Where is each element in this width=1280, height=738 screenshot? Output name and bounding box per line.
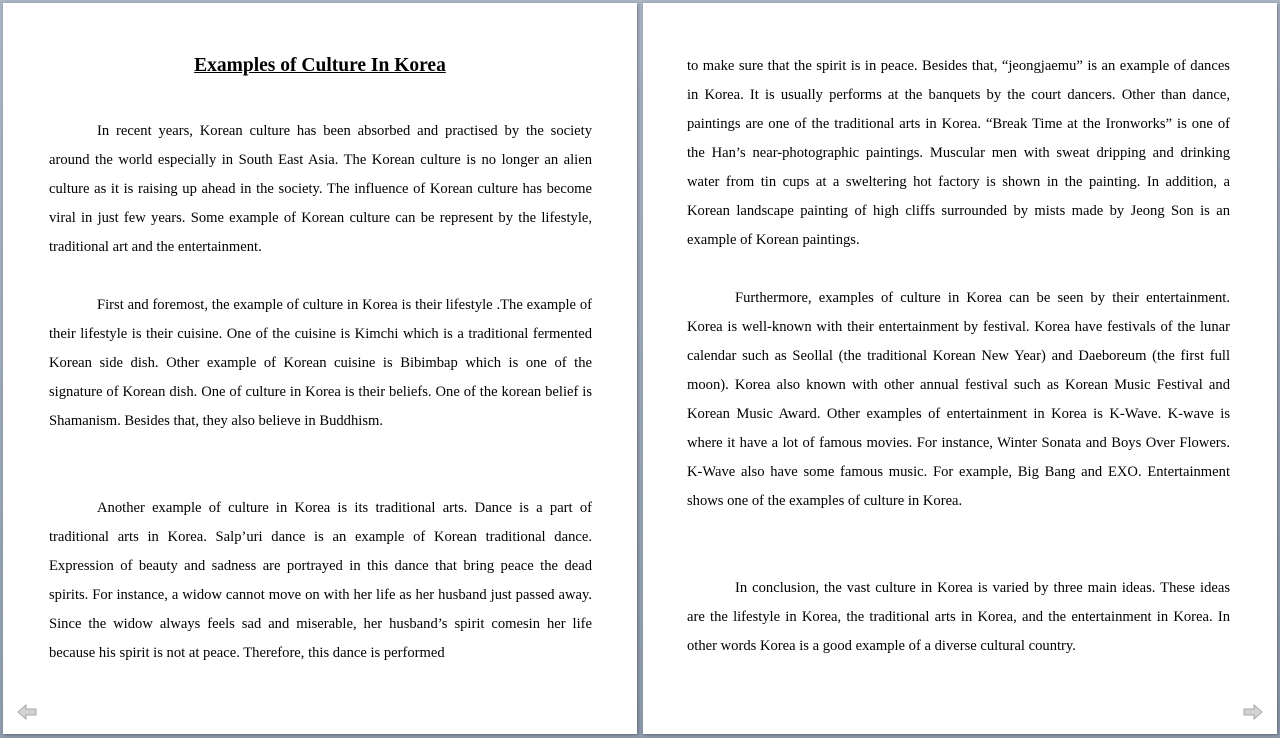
page-right [643, 3, 1277, 734]
paragraph-lifestyle: First and foremost, the example of culture in Korea is their lifestyle .The example of their lifestyle is their cuisine. One of the cuisine is Kimchi which is a traditional fermented Korean side dish. Other example of Korean cuisine is Bibimbap which is one of the signature of Korean dish. One of culture in Korea is their beliefs. One of the korean belief is Shamanism. Besides that, they also believe in Buddhism. [49, 297, 592, 429]
paragraph-entertainment: Furthermore, examples of culture in Korea can be seen by their entertainment. Korea is well-known with their entertainment by festival. Korea have festivals of the lunar calendar such as Seollal (the traditional Korean New Year) and Daeboreum (the first full moon). Korea also known with other annual festival such as Korean Music Festival and Korean Music Award. Other examples of entertainment in Korea is K-Wave. K-wave is where it have a lot of famous movies. For instance, Winter Sonata and Boys Over Flowers. K-Wave also have some famous music. For example, Big Bang and EXO. Entertainment shows one of the examples of culture in Korea. [687, 290, 1230, 509]
prev-page-button[interactable] [17, 704, 37, 720]
page-left [3, 3, 637, 734]
paragraph-arts-continued: to make sure that the spirit is in peace. Besides that, “jeongjaemu” is an example of dances in Korea. It is usually performs at the banquets by the court dancers. Other than dance, paintings are one of the traditional arts in Korea. “Break Time at the Ironworks” is one of the Han’s near-photographic paintings. Muscular men with sweat dripping and drinking water from tin cups at a sweltering hot factory is shown in the painting. In addition, a Korean landscape painting of high cliffs surrounded by mists made by Jeong Son is an example of Korean paintings. [687, 58, 1230, 248]
paragraph-traditional-arts: Another example of culture in Korea is its traditional arts. Dance is a part of traditional arts in Korea. Salp’uri dance is an example of Korean traditional dance. Expression of beauty and sadness are portrayed in this dance that bring peace the dead spirits. For instance, a widow cannot move on with her life as her husband just passed away. Since the widow always feels sad and miserable, her husband’s spirit comesin her life because his spirit is not at peace. Therefore, this dance is performed [49, 500, 592, 661]
paragraph-intro: In recent years, Korean culture has been absorbed and practised by the society around the world especially in South East Asia. The Korean culture is no longer an alien culture as it is raising up ahead in the society. The influence of Korean culture has become viral in just few years. Some example of Korean culture can be represent by the lifestyle, traditional art and the entertainment. [49, 123, 592, 255]
arrow-right-icon [1243, 704, 1263, 720]
document-title: Examples of Culture In Korea [194, 55, 446, 76]
paragraph-conclusion: In conclusion, the vast culture in Korea is varied by three main ideas. These ideas are the lifestyle in Korea, the traditional arts in Korea, and the entertainment in Korea. In other words Korea is a good example of a diverse cultural country. [687, 580, 1230, 654]
next-page-button[interactable] [1243, 704, 1263, 720]
arrow-left-icon [17, 704, 37, 720]
